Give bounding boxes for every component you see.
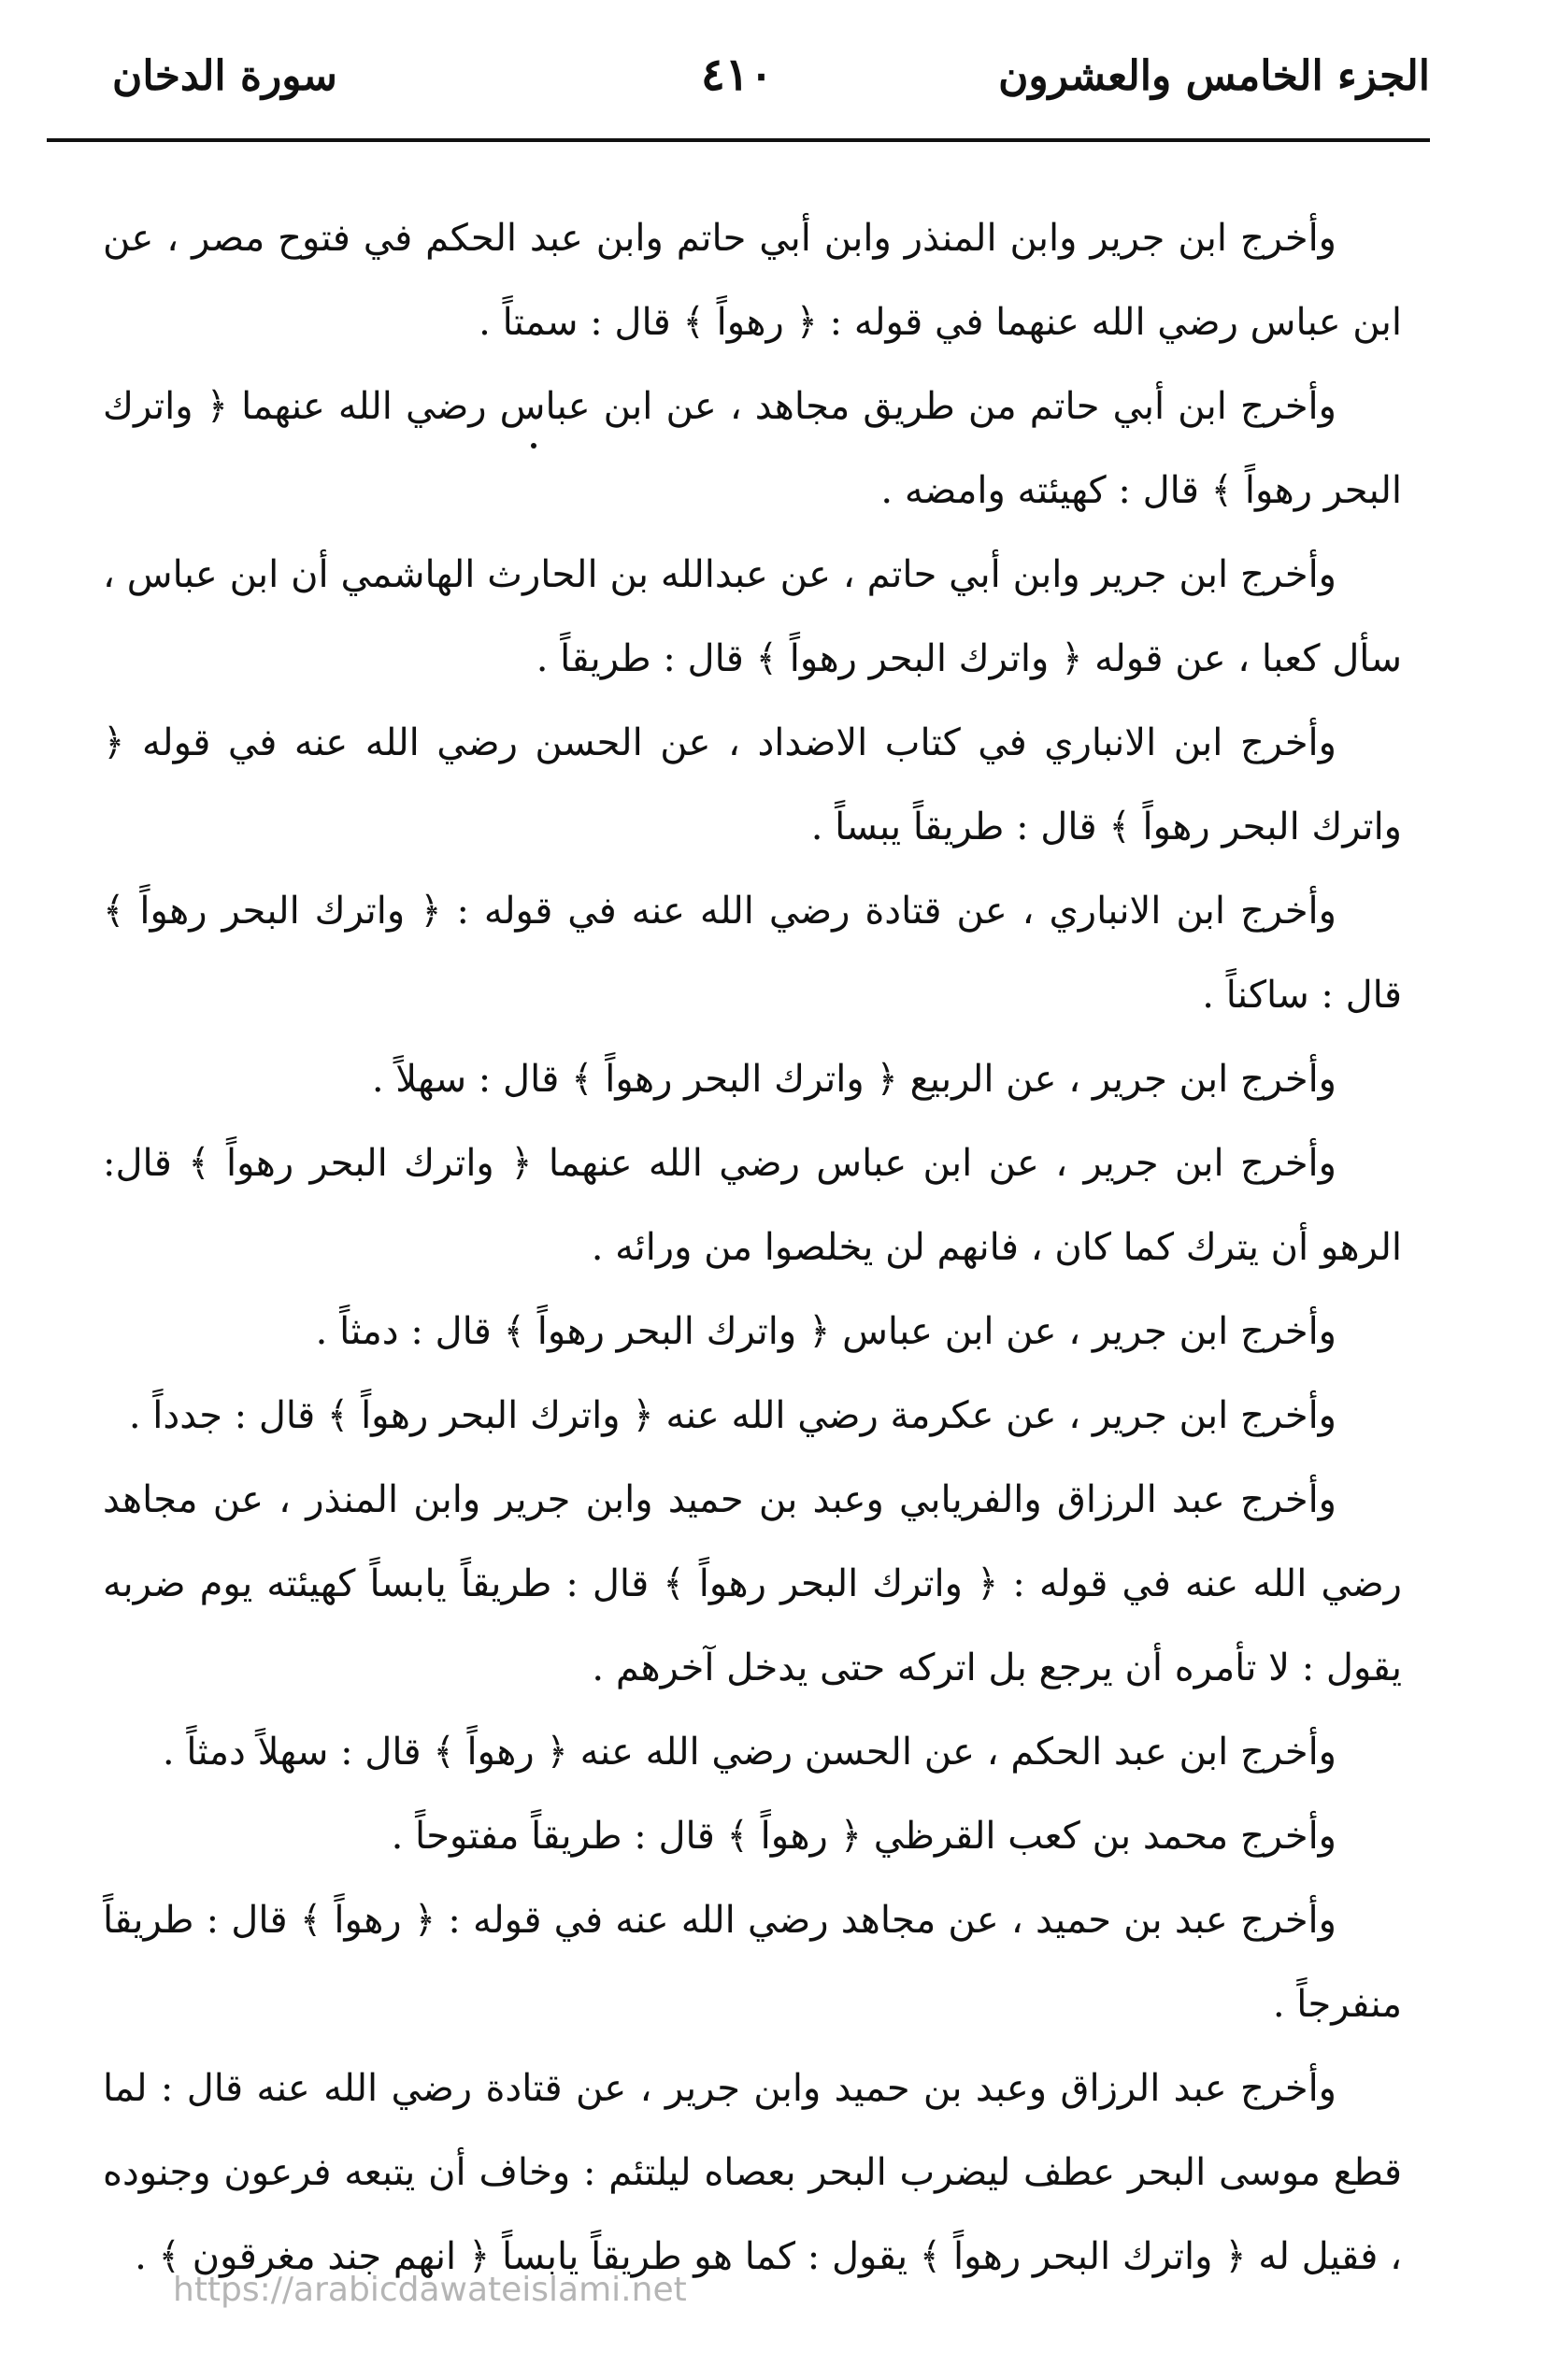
volume-title: الجزء الخامس والعشرون: [998, 52, 1430, 100]
paragraph: وأخرج ابن الانباري في كتاب الاضداد ، عن الحسن رضي الله عنه في قوله ﴿ واترك البحر رهواً ﴾ قال : طريقاً يبساً .: [103, 721, 1402, 848]
paragraph: وأخرج ابن أبي حاتم من طريق مجاهد ، عن ابن عباس رضي الله عنهما ﴿ واترك البحر رهواً ﴾ قال : كهيئته وامضه .: [103, 385, 1402, 512]
paragraph: وأخرج ابن الانباري ، عن قتادة رضي الله عنه في قوله : ﴿ واترك البحر رهواً ﴾ قال : ساكناً .: [103, 890, 1402, 1017]
paragraph: وأخرج ابن جرير وابن المنذر وابن أبي حاتم وابن عبد الحكم في فتوح مصر ، عن ابن عباس رضي الله عنهما في قوله : ﴿ رهواً ﴾ قال : سمتاً .: [103, 217, 1402, 344]
paragraph: وأخرج عبد الرزاق والفريابي وعبد بن حميد وابن جرير وابن المنذر ، عن مجاهد رضي الله عنه في قوله : ﴿ واترك البحر رهواً ﴾ قال : طريقاً يابساً كهيئته يوم ضربه يقول : لا تأمره أن يرجع بل اتركه حتى يدخل آخرهم .: [103, 1478, 1402, 1689]
paragraph: وأخرج ابن جرير ، عن عكرمة رضي الله عنه ﴿ واترك البحر رهواً ﴾ قال : جدداً .: [128, 1394, 1336, 1437]
paragraph: وأخرج ابن جرير ، عن ابن عباس رضي الله عنهما ﴿ واترك البحر رهواً ﴾ قال: الرهو أن يترك كما كان ، فانهم لن يخلصوا من ورائه .: [103, 1142, 1402, 1269]
page-body: [103, 196, 1402, 2299]
page-header: [47, 45, 1430, 129]
paragraph: وأخرج عبد الرزاق وعبد بن حميد وابن جرير ، عن قتادة رضي الله عنه قال : لما قطع موسى البحر عطف ليضرب البحر بعصاه ليلتئم : وخاف أن يتبعه فرعون وجنوده ، فقيل له ﴿ واترك البحر رهواً ﴾ يقول : كما هو طريقاً يابساً ﴿ انهم جند مغرقون ﴾ .: [103, 2067, 1402, 2278]
paragraph: وأخرج ابن جرير ، عن ابن عباس ﴿ واترك البحر رهواً ﴾ قال : دمثاً .: [315, 1310, 1336, 1353]
paragraph: وأخرج ابن عبد الحكم ، عن الحسن رضي الله عنه ﴿ رهواً ﴾ قال : سهلاً دمثاً .: [162, 1731, 1336, 1774]
header-divider: [47, 138, 1430, 142]
paragraph: وأخرج عبد بن حميد ، عن مجاهد رضي الله عنه في قوله : ﴿ رهواً ﴾ قال : طريقاً منفرجاً .: [103, 1899, 1402, 2026]
surah-title: سورة الدخان: [112, 52, 337, 100]
paragraph: وأخرج محمد بن كعب القرظي ﴿ رهواً ﴾ قال : طريقاً مفتوحاً .: [391, 1815, 1336, 1858]
paragraph: وأخرج ابن جرير وابن أبي حاتم ، عن عبدالله بن الحارث الهاشمي أن ابن عباس ، سأل كعبا ، عن قوله ﴿ واترك البحر رهواً ﴾ قال : طريقاً .: [103, 553, 1402, 680]
page-number: ٤١٠: [701, 49, 774, 101]
watermark-url: https://arabicdawateislami.net: [173, 2271, 687, 2309]
paragraph: وأخرج ابن جرير ، عن الربيع ﴿ واترك البحر رهواً ﴾ قال : سهلاً .: [371, 1058, 1336, 1101]
